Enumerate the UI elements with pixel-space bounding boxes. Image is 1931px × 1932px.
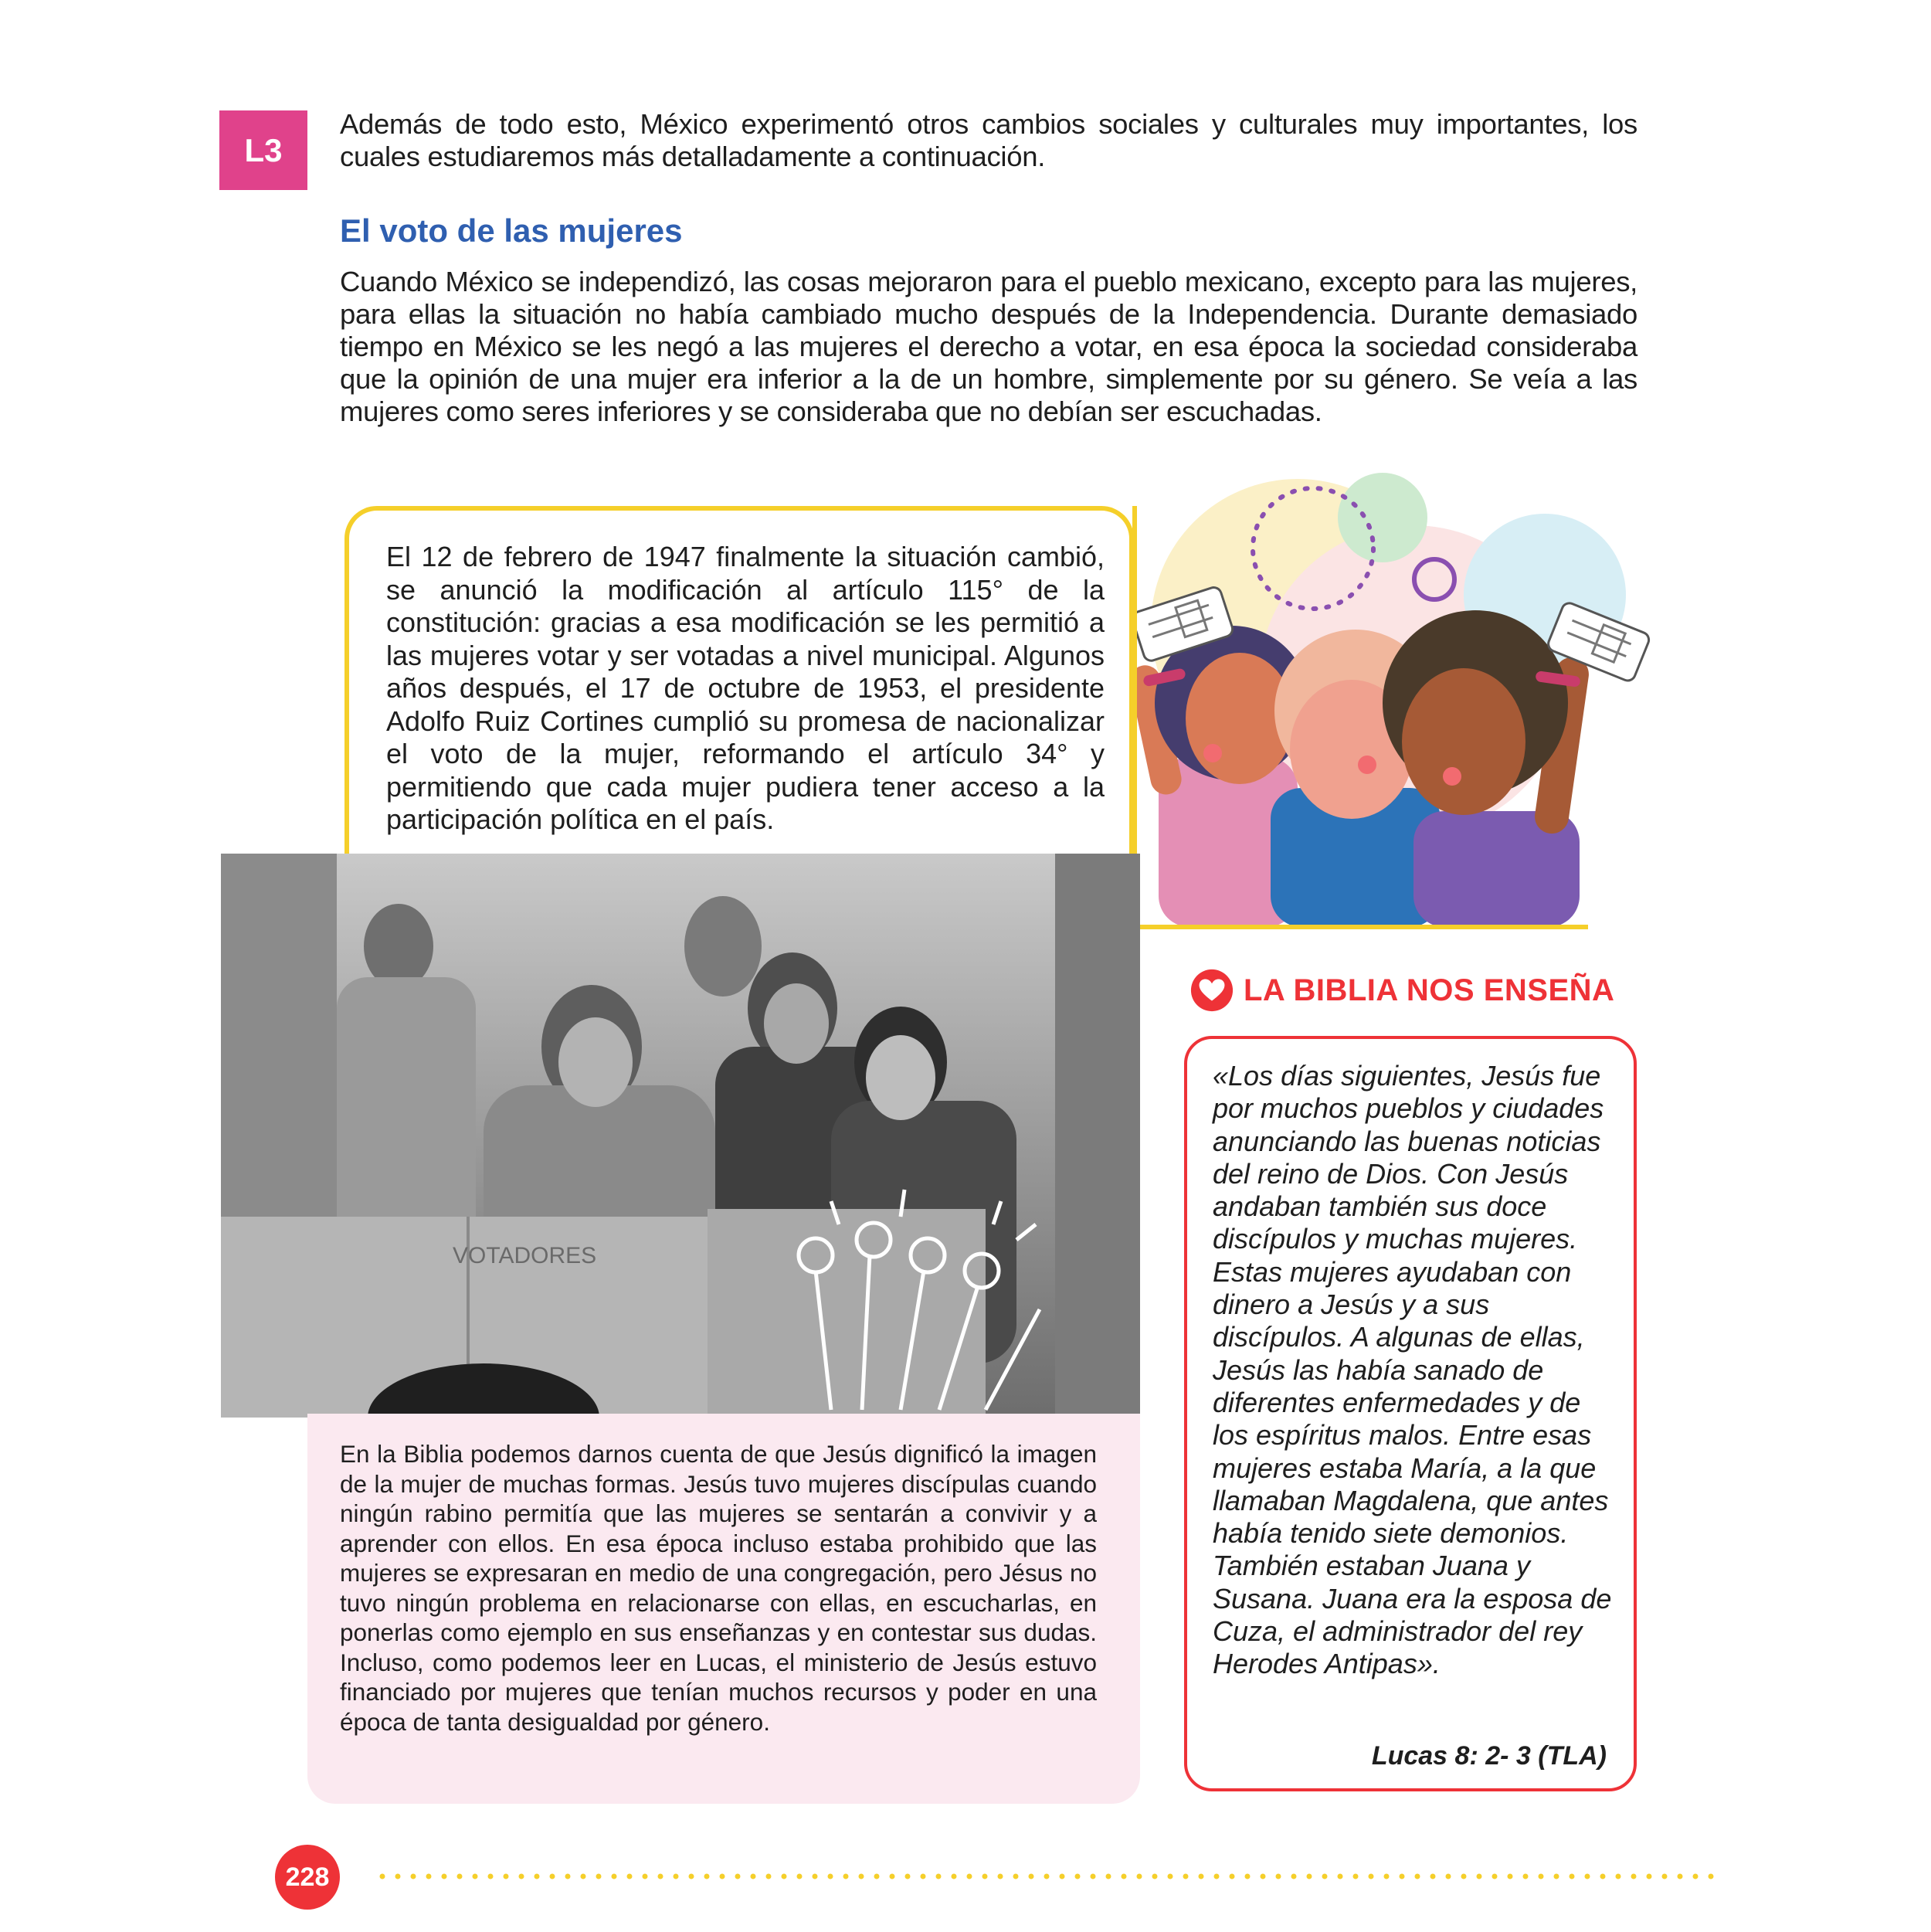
bible-heading bbox=[1189, 968, 1614, 1013]
bible-reference: Lucas 8: 2- 3 (TLA) bbox=[1371, 1741, 1607, 1771]
women-voting-illustration bbox=[1112, 448, 1668, 927]
bible-heading-title: LA BIBLIA NOS ENSEÑA bbox=[1244, 973, 1615, 1007]
section-body: Cuando México se independizó, las cosas mejoraron para el pueblo mexicano, excepto para las mujeres, para ellas la situación no había cambiado mucho después de la Independencia. Durante demasiado tiempo en México se les negó a las mujeres el derecho a votar, en esa época la sociedad consideraba que la opinión de una mujer era inferior a la de un hombre, simplemente por su género. Se veía a las mujeres como seres inferiores y se consideraba que no debían ser escuchadas. bbox=[340, 266, 1637, 427]
info-box-text: En la Biblia podemos darnos cuenta de que Jesús dignificó la imagen de la mujer de muchas formas. Jesús tuvo mujeres discípulas cuando ningún rabino permitía que las mujeres se sentarán a convivir y a aprender con ellos. En esa época incluso estaba prohibido que las mujeres se expresaran en medio de una congregación, pero Jésus no tuvo ningún problema en relacionarse con ellas, en escucharlas, en ponerlas como ejemplo en sus enseñanzas y en contestar sus dudas. Incluso, como podemos leer en Lucas, el ministerio de Jesús estuvo financiado por mujeres que tenían muchos recursos y poder en una época de tanta desigualdad por género. bbox=[340, 1440, 1097, 1736]
heart-icon bbox=[1189, 968, 1234, 1013]
section-title: El voto de las mujeres bbox=[340, 212, 683, 249]
historic-voting-photo bbox=[221, 854, 1140, 1418]
intro-paragraph: Además de todo esto, México experimentó otros cambios sociales y culturales muy importantes, los cuales estudiaremos más detalladamente a continuación. bbox=[340, 108, 1637, 172]
page-number: 228 bbox=[275, 1845, 340, 1910]
illustration-baseline bbox=[1132, 925, 1588, 929]
callout-text: El 12 de febrero de 1947 finalmente la situación cambió, se anunció la modificación al artículo 115° de la constitución: gracias a esa modificación se les permitió a las mujeres votar y ser votadas a nivel municipal. Algunos años después, el 17 de octubre de 1953, el presidente Adolfo Ruiz Cortines cumplió su promesa de nacionalizar el voto de la mujer, reformando el artículo 34° y permitiendo que cada mujer pudiera tener acceso a la participación política en el país. bbox=[386, 541, 1105, 835]
lesson-tag: L3 bbox=[219, 110, 307, 190]
bible-quote: «Los días siguientes, Jesús fue por muchos pueblos y ciudades anunciando las buenas noticias del reino de Dios. Con Jesús andaban también sus doce discípulos y muchas mujeres. Estas mujeres ayudaban con dinero a Jesús y a sus discípulos. A algunas de ellas, Jesús las había sanado de diferentes enfermedades y de los espíritus malos. Entre esas mujeres estaba María, a la que llamaban Magdalena, que antes había tenido siete demonios. También estaban Juana y Susana. Juana era la esposa de Cuza, el administrador del rey Herodes Antipas». bbox=[1213, 1060, 1612, 1680]
footer-dotted-line bbox=[378, 1873, 1730, 1880]
ballot-box-label: VOTADORES bbox=[453, 1243, 597, 1268]
